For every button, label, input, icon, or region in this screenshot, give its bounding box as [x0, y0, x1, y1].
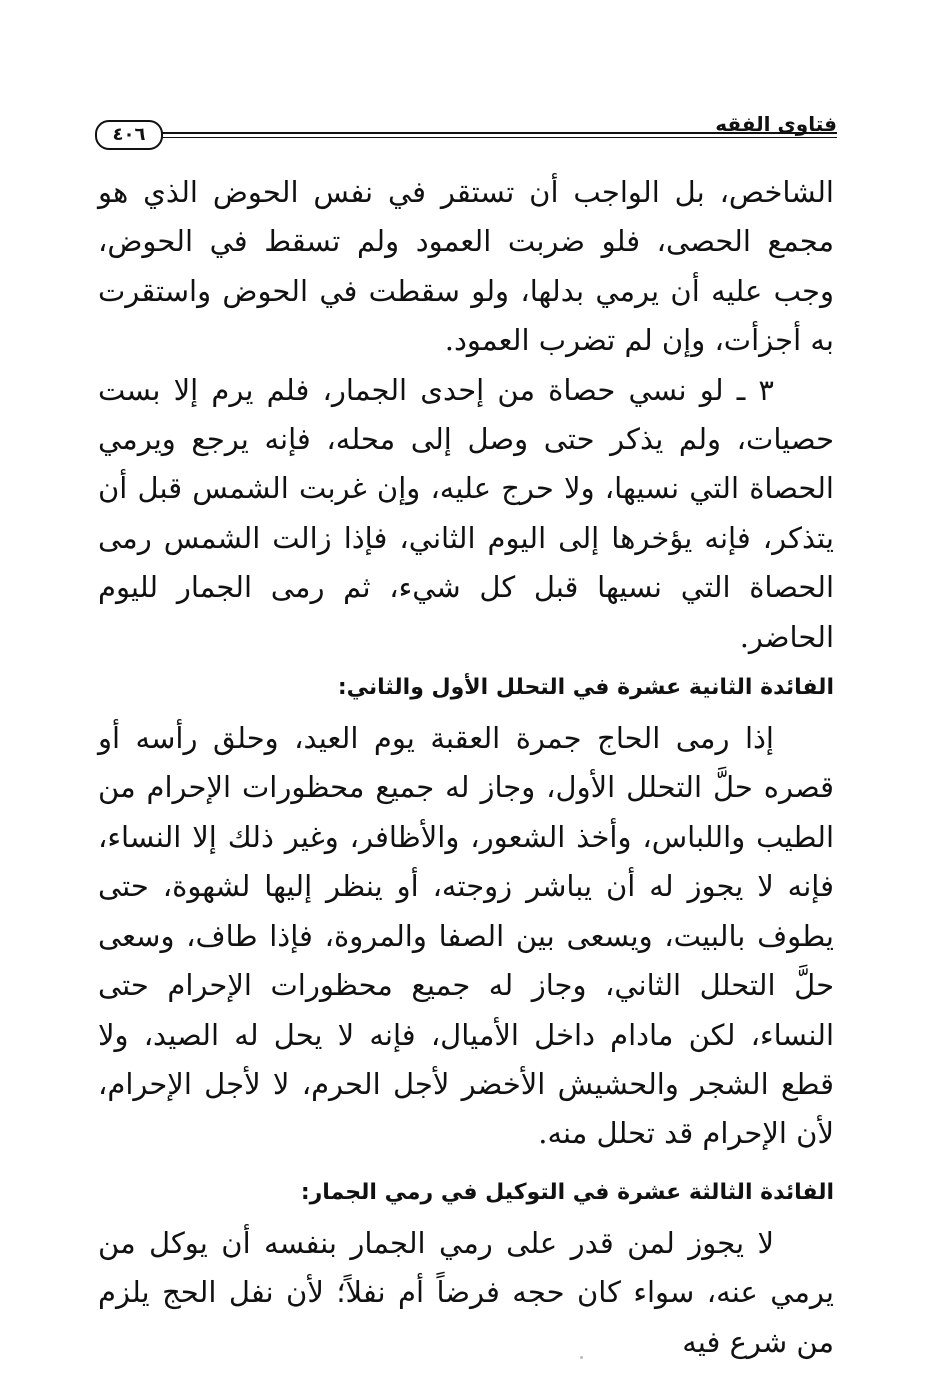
page-number: ٤٠٦ [95, 120, 163, 150]
paragraph-continuation: الشاخص، بل الواجب أن تستقر في نفس الحوض الذي هو مجمع الحصى، فلو ضربت العمود ولم تسقط في الحوض، وجب عليه أن يرمي بدلها، ولو سقطت في الحوض واستقرت به أجزأت، وإن لم تضرب العمود. [98, 175, 834, 358]
paragraph-tahallul: إذا رمى الحاج جمرة العقبة يوم العيد، وحلق رأسه أو قصره حلَّ التحلل الأول، وجاز له جميع محظورات الإحرام من الطيب واللباس، وأخذ الشعور، والأظافر، وغير ذلك إلا النساء، فإنه لا يجوز له أن يباشر زوجته، أو ينظر إليها لشهوة، حتى يطوف بالبيت، ويسعى بين الصفا والمروة، فإذا طاف، وسعى حلَّ التحلل الثاني، وجاز له جميع محظورات الإحرام حتى النساء، لكن مادام داخل الأميال، فإنه لا يحل له الصيد، ولا قطع الشجر والحشيش الأخضر لأجل الحرم، لا لأجل الإحرام، لأن الإحرام قد تحلل منه. [98, 721, 834, 1151]
running-title: فتاوى الفقه [715, 112, 837, 136]
scan-speck [580, 1356, 583, 1359]
header-rule [161, 132, 837, 134]
body-text [98, 168, 834, 1367]
paragraph-proxy-stoning: لا يجوز لمن قدر على رمي الجمار بنفسه أن يوكل من يرمي عنه، سواء كان حجه فرضاً أم نفلاً؛ لأن نفل الحج يلزم من شرع فيه [98, 1225, 834, 1359]
paragraph-forgotten-pebble: ٣ ـ لو نسي حصاة من إحدى الجمار، فلم يرم إلا بست حصيات، ولم يذكر حتى وصل إلى محله، فإنه يرجع ويرمي الحصاة التي نسيها، ولا حرج عليه، وإن غربت الشمس قبل أن يتذكر، فإنه يؤخرها إلى اليوم الثاني، فإذا زالت الشمس رمى الحصاة التي نسيها قبل كل شيء، ثم رمى الجمار لليوم الحاضر. [98, 372, 834, 654]
section-heading-proxy-stoning: الفائدة الثالثة عشرة في التوكيل في رمي الجمار: [300, 1179, 834, 1205]
section-heading-tahallul: الفائدة الثانية عشرة في التحلل الأول والثاني: [337, 675, 834, 701]
page-header [95, 110, 837, 150]
header-rule-thin [161, 137, 837, 138]
